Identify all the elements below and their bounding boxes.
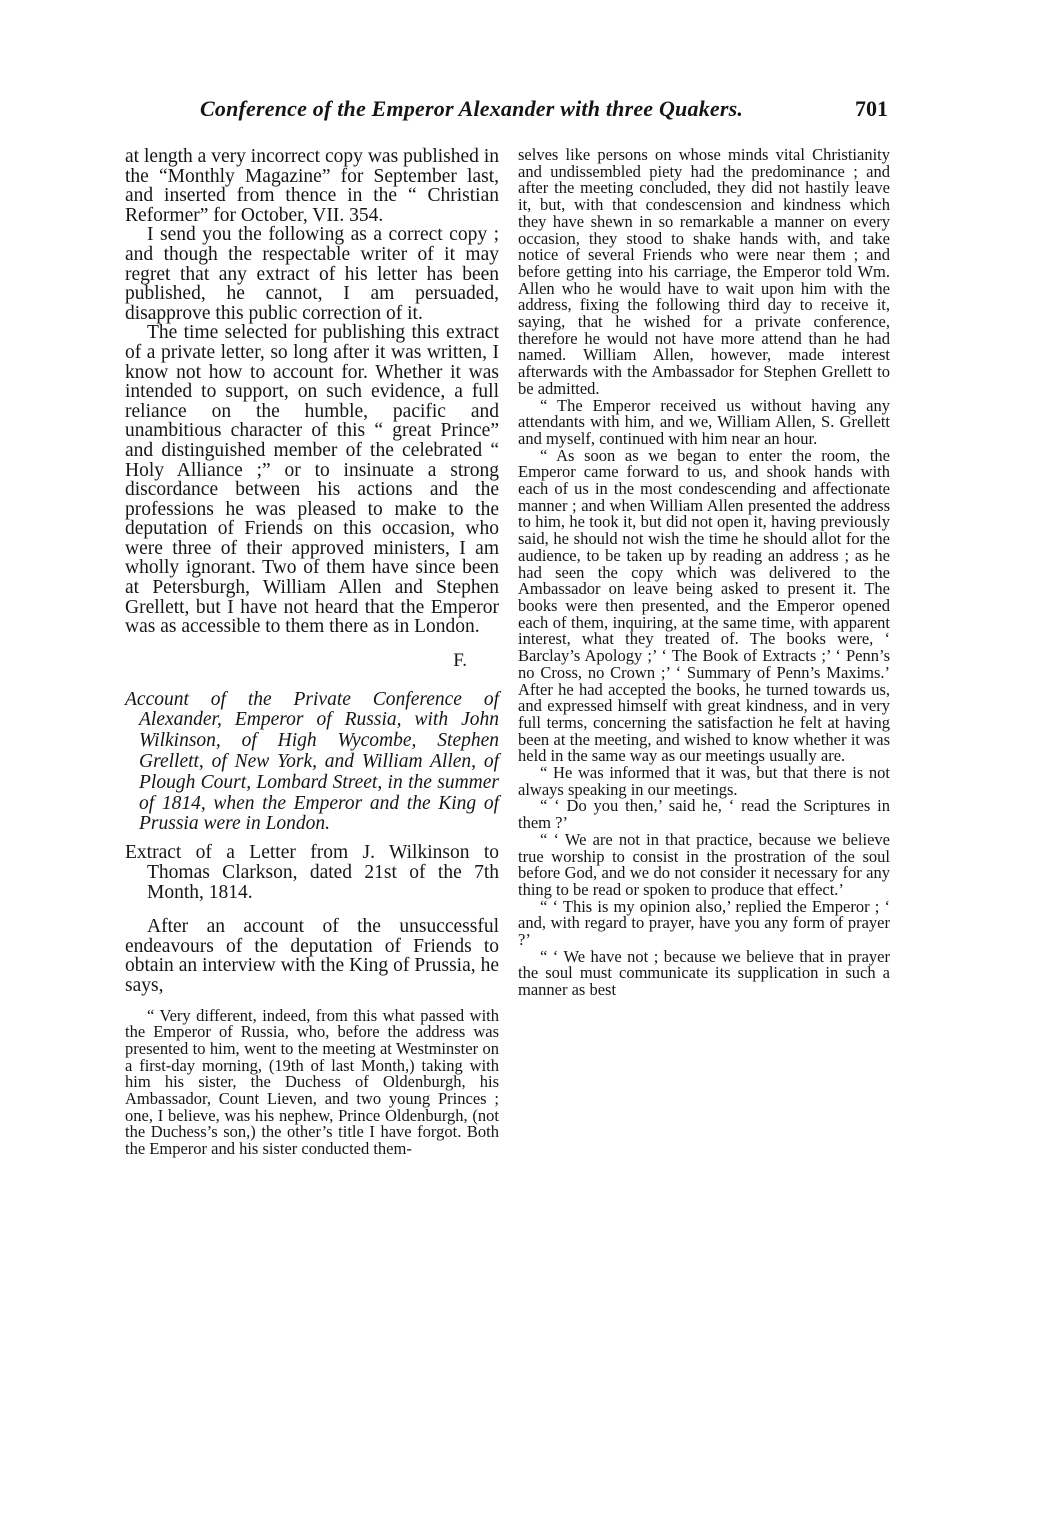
- left-column: [125, 147, 499, 1158]
- paragraph: “ ‘ This is my opinion also,’ replied the Emperor ; ‘ and, with regard to prayer, have you any form of prayer ?’: [518, 896, 890, 950]
- paragraph: The time selected for publishing this extract of a private letter, so long after it was written, I know not how to account for. Whether it was intended to support, on such evidence, a full reliance on the humble, pacific and unambitious character of this “ great Prince” and distinguished member of the celebrated “ Holy Alliance ;” or to insinuate a strong discordance between his actions and the professions he was pleased to make to the deputation of Friends on this occasion, who were three of their approved ministers, I am wholly ignorant. Two of them have since been at Petersburgh, William Allen and Stephen Grellett, but I have not heard that the Emperor was as accessible to them there as in London.: [125, 322, 499, 638]
- paragraph: “ The Emperor received us without having any attendants with him, and we, William Allen, S. Grellett and myself, continued with him near an hour.: [518, 395, 890, 448]
- paragraph: “ ‘ We are not in that practice, because we believe true worship to consist in the prostration of the soul before God, and we do not consider it necessary for any thing to be read or spoken to produce that effect.’: [518, 829, 890, 899]
- running-title: Conference of the Emperor Alexander with three Quakers.: [200, 96, 744, 121]
- page-number: 701: [855, 96, 888, 121]
- paragraph: “ ‘ Do you then,’ said he, ‘ read the Scriptures in them ?’: [518, 796, 890, 833]
- paragraph: “ Very different, indeed, from this what passed with the Emperor of Russia, who, before the address was presented to him, went to the meeting at Westminster on a first-day morning, (19th of last Month,) taking with him his sister, the Duchess of Oldenburgh, his Ambassador, Count Lieven, and two young Princes ; one, I believe, was his nephew, Prince Oldenburgh, (not the Duchess’s son,) the other’s title I have forgot. Both the Emperor and his sister conducted them-: [125, 1005, 499, 1159]
- paragraph: “ He was informed that it was, but that there is not always speaking in our meetings.: [518, 763, 890, 799]
- paragraph: “ As soon as we began to enter the room, the Emperor came forward to us, and shook hands with each of us in the most condescending and affectionate manner ; and when William Allen presented the address to him, he took it, but did not open it, having previously said, he should not wish the time he should allot for the audience, to be taken up by reading an address ; as he had seen the copy which was delivered to the Ambassador on leave being asked to present it. The books were then presented, and the Emperor opened each of them, inquiring, at the same time, with apparent interest, what they treated of. The books were, ‘ Barclay’s Apology ;’ ‘ The Book of Extracts ;’ ‘ Penn’s no Cross, no Crown ;’ ‘ Summary of Penn’s Maxims.’ After he had accepted the books, he turned towards us, and expressed himself with great kindness, and in very full terms, concerning the satisfaction he felt at having been at the meeting, and wished to know whether it was held in the same way as our meetings usually are.: [518, 445, 890, 766]
- account-title: Account of the Private Conference of Alexander, Emperor of Russia, with John Wilkinson, of High Wycombe, Stephen Grellett, of New York, and William Allen, of Plough Court, Lombard Street, in the summer of 1814, when the Emperor and the King of Prussia were in London.: [125, 688, 499, 835]
- paragraph: After an account of the unsuccessful endeavours of the deputation of Friends to obtain an interview with the King of Prussia, he says,: [125, 916, 499, 996]
- paragraph: I send you the following as a correct copy ; and though the respectable writer of it may regret that any extract of his letter has been published, he cannot, I am persuaded, disapprove this public correction of it.: [125, 224, 499, 324]
- signature: F.: [453, 649, 467, 671]
- paragraph: “ ‘ We have not ; because we believe that in prayer the soul must communicate its supplication in such a manner as best: [518, 946, 890, 1000]
- extract-heading: Extract of a Letter from J. Wilkinson to Thomas Clarkson, dated 21st of the 7th Month, 1814.: [125, 842, 499, 904]
- paragraph: at length a very incorrect copy was published in the “Monthly Magazine” for September last, and inserted from thence in the “ Christian Reformer” for October, VII. 354.: [125, 146, 499, 226]
- page-header: [200, 96, 910, 132]
- right-column: [518, 147, 890, 999]
- paragraph: selves like persons on whose minds vital Christianity and undissembled piety had the predominance ; and after the meeting concluded, they did not hastily leave it, but, with that condescension and kindness which they have shewn in so remarkable a manner on every occasion, they stood to shake hands with, and take notice of several Friends who were near them ; and before getting into his carriage, the Emperor told Wm. Allen who he would have to wait upon him with the address, fixing the following third day to receive it, saying, that he wished for a private conference, therefore he would not have more attend than he had named. William Allen, however, made interest afterwards with the Ambassador for Stephen Grellett to be admitted.: [518, 145, 890, 398]
